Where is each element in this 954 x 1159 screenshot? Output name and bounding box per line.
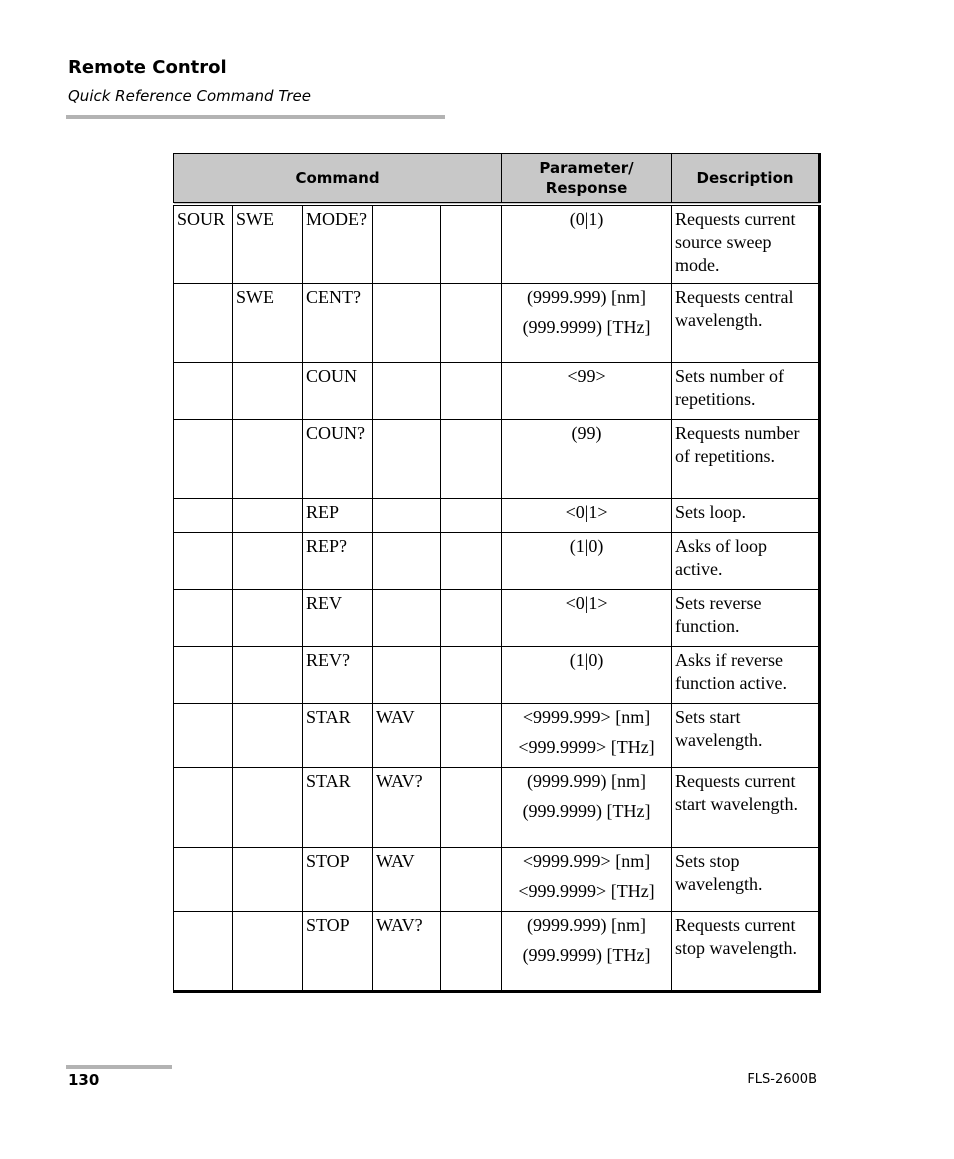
table-body bbox=[174, 204, 820, 991]
parameter-value: <999.9999> [THz] bbox=[518, 880, 655, 901]
page-number: 130 bbox=[68, 1071, 100, 1089]
parameter-cell bbox=[502, 532, 672, 589]
parameter-value: <999.9999> [THz] bbox=[518, 736, 655, 757]
table-row bbox=[174, 911, 820, 991]
command-level-3-cell: COUN? bbox=[303, 419, 373, 498]
command-level-2-cell bbox=[233, 703, 303, 767]
command-level-5-cell bbox=[441, 646, 502, 703]
parameter-value: (999.9999) [THz] bbox=[522, 944, 651, 965]
description-cell bbox=[672, 589, 820, 646]
parameter-cell bbox=[502, 204, 672, 283]
command-level-4-cell: WAV bbox=[373, 847, 441, 911]
command-level-3-cell: STAR bbox=[303, 703, 373, 767]
command-level-3-cell: STOP bbox=[303, 911, 373, 991]
command-level-2-cell bbox=[233, 589, 303, 646]
description-cell bbox=[672, 204, 820, 283]
command-level-5-cell bbox=[441, 204, 502, 283]
command-level-5-cell bbox=[441, 498, 502, 532]
description-cell bbox=[672, 847, 820, 911]
parameter-value: (1|0) bbox=[569, 649, 604, 670]
table-row bbox=[174, 646, 820, 703]
parameter-cell bbox=[502, 703, 672, 767]
command-level-5-cell bbox=[441, 283, 502, 362]
parameter-value: <9999.999> [nm] bbox=[522, 706, 651, 727]
command-level-1-cell bbox=[174, 646, 233, 703]
column-header-command: Command bbox=[174, 154, 502, 205]
description-text: Sets reverse function. bbox=[675, 592, 762, 636]
table-row bbox=[174, 204, 820, 283]
table-header-row bbox=[174, 154, 820, 205]
table-row bbox=[174, 589, 820, 646]
description-text: Requests current source sweep mode. bbox=[675, 209, 796, 275]
description-text: Requests central wavelength. bbox=[675, 286, 794, 330]
command-level-5-cell bbox=[441, 767, 502, 847]
command-level-3-cell: STAR bbox=[303, 767, 373, 847]
description-cell bbox=[672, 703, 820, 767]
parameter-cell bbox=[502, 362, 672, 419]
command-level-2-cell: SWE bbox=[233, 204, 303, 283]
command-level-2-cell: SWE bbox=[233, 283, 303, 362]
description-cell bbox=[672, 498, 820, 532]
parameter-value: <9999.999> [nm] bbox=[522, 850, 651, 871]
command-level-1-cell bbox=[174, 767, 233, 847]
description-text: Asks of loop active. bbox=[675, 535, 768, 579]
command-level-4-cell bbox=[373, 646, 441, 703]
command-level-5-cell bbox=[441, 532, 502, 589]
parameter-value: (0|1) bbox=[569, 209, 604, 229]
description-text: Asks if reverse function active. bbox=[675, 649, 788, 693]
command-level-1-cell bbox=[174, 283, 233, 362]
parameter-cell bbox=[502, 911, 672, 991]
table-row bbox=[174, 498, 820, 532]
parameter-cell bbox=[502, 498, 672, 532]
parameter-cell bbox=[502, 419, 672, 498]
parameter-cell bbox=[502, 646, 672, 703]
parameter-value: <99> bbox=[567, 365, 606, 386]
parameter-value: (999.9999) [THz] bbox=[522, 800, 651, 821]
command-level-2-cell bbox=[233, 911, 303, 991]
command-level-5-cell bbox=[441, 703, 502, 767]
command-level-3-cell: REP? bbox=[303, 532, 373, 589]
parameter-cell bbox=[502, 847, 672, 911]
model-name: FLS-2600B bbox=[747, 1072, 817, 1087]
description-text: Sets loop. bbox=[675, 501, 747, 522]
description-text: Sets stop wavelength. bbox=[675, 850, 763, 894]
command-level-5-cell bbox=[441, 419, 502, 498]
parameter-value: <0|1> bbox=[565, 592, 608, 613]
description-text: Sets start wavelength. bbox=[675, 706, 763, 750]
command-level-1-cell bbox=[174, 419, 233, 498]
command-level-3-cell: STOP bbox=[303, 847, 373, 911]
command-level-4-cell: WAV? bbox=[373, 767, 441, 847]
parameter-value: (99) bbox=[571, 422, 602, 443]
command-level-3-cell: CENT? bbox=[303, 283, 373, 362]
description-text: Requests current start wavelength. bbox=[675, 770, 799, 814]
column-header-description: Description bbox=[672, 154, 820, 205]
command-level-1-cell bbox=[174, 532, 233, 589]
header-divider bbox=[66, 115, 445, 119]
command-level-2-cell bbox=[233, 847, 303, 911]
description-text: Sets number of repetitions. bbox=[675, 365, 785, 409]
parameter-value: (9999.999) [nm] bbox=[527, 914, 647, 935]
command-level-4-cell bbox=[373, 589, 441, 646]
command-level-2-cell bbox=[233, 532, 303, 589]
command-level-5-cell bbox=[441, 589, 502, 646]
command-level-2-cell bbox=[233, 767, 303, 847]
table-row bbox=[174, 532, 820, 589]
table-row bbox=[174, 362, 820, 419]
parameter-value: (9999.999) [nm] bbox=[527, 286, 647, 307]
command-level-2-cell bbox=[233, 362, 303, 419]
command-level-2-cell bbox=[233, 646, 303, 703]
command-level-3-cell: MODE? bbox=[303, 204, 373, 283]
command-level-1-cell: SOUR bbox=[174, 204, 233, 283]
command-level-1-cell bbox=[174, 703, 233, 767]
table-row bbox=[174, 767, 820, 847]
parameter-cell bbox=[502, 283, 672, 362]
command-level-1-cell bbox=[174, 362, 233, 419]
command-level-1-cell bbox=[174, 498, 233, 532]
table-row bbox=[174, 847, 820, 911]
command-level-4-cell bbox=[373, 362, 441, 419]
description-text: Requests number of repetitions. bbox=[675, 422, 800, 466]
description-cell bbox=[672, 911, 820, 991]
command-level-4-cell bbox=[373, 532, 441, 589]
parameter-cell bbox=[502, 767, 672, 847]
command-level-1-cell bbox=[174, 847, 233, 911]
command-level-3-cell: REP bbox=[303, 498, 373, 532]
description-text: Requests current stop wavelength. bbox=[675, 914, 798, 958]
command-level-4-cell: WAV bbox=[373, 703, 441, 767]
command-level-1-cell bbox=[174, 911, 233, 991]
command-level-1-cell bbox=[174, 589, 233, 646]
description-cell bbox=[672, 362, 820, 419]
command-level-4-cell: WAV? bbox=[373, 911, 441, 991]
section-title: Remote Control bbox=[68, 57, 227, 78]
command-tree-table bbox=[173, 153, 821, 993]
command-level-3-cell: REV? bbox=[303, 646, 373, 703]
command-level-4-cell bbox=[373, 204, 441, 283]
command-level-4-cell bbox=[373, 498, 441, 532]
footer-divider bbox=[66, 1065, 172, 1069]
column-header-parameter: Parameter/ Response bbox=[502, 154, 672, 205]
parameter-value: (999.9999) [THz] bbox=[522, 316, 651, 337]
table-row bbox=[174, 703, 820, 767]
command-level-5-cell bbox=[441, 362, 502, 419]
description-cell bbox=[672, 419, 820, 498]
description-cell bbox=[672, 283, 820, 362]
description-cell bbox=[672, 532, 820, 589]
command-level-4-cell bbox=[373, 419, 441, 498]
command-level-4-cell bbox=[373, 283, 441, 362]
parameter-value: (1|0) bbox=[569, 535, 604, 556]
table-row bbox=[174, 419, 820, 498]
description-cell bbox=[672, 646, 820, 703]
command-level-2-cell bbox=[233, 498, 303, 532]
parameter-value: (9999.999) [nm] bbox=[527, 770, 647, 791]
command-level-3-cell: REV bbox=[303, 589, 373, 646]
command-level-3-cell: COUN bbox=[303, 362, 373, 419]
command-level-2-cell bbox=[233, 419, 303, 498]
table-row bbox=[174, 283, 820, 362]
section-subtitle: Quick Reference Command Tree bbox=[68, 87, 311, 105]
parameter-value: <0|1> bbox=[565, 501, 608, 522]
parameter-cell bbox=[502, 589, 672, 646]
command-level-5-cell bbox=[441, 911, 502, 991]
description-cell bbox=[672, 767, 820, 847]
command-level-5-cell bbox=[441, 847, 502, 911]
